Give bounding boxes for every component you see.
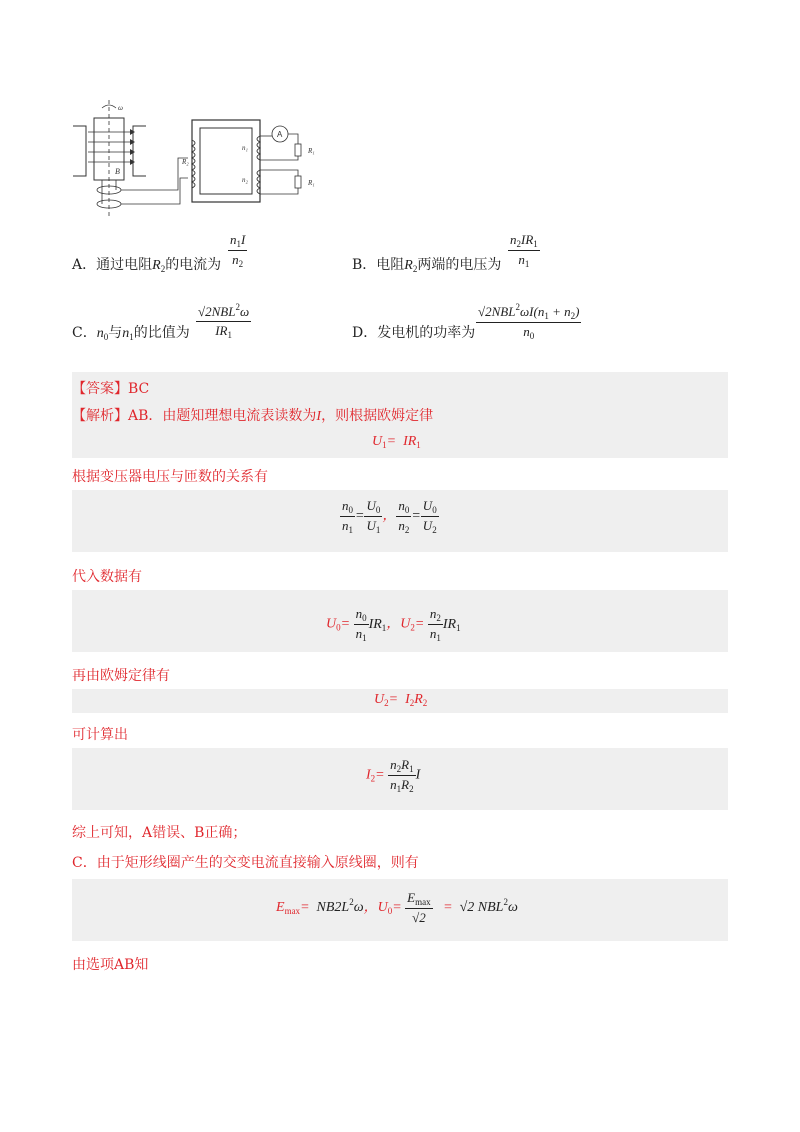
n2-label: n₂ (242, 176, 248, 184)
equation-u2: $U_2= I_2R_2$ (374, 692, 428, 708)
from-ab-text: 由选项AB知 (72, 957, 149, 973)
answer-line (72, 378, 149, 398)
equation-ratios: $\frac{n_0}{n_1}$ = $\frac{U_0}{U_1}$ ， $\frac{n_0}{n_2}$ = $\frac{U_0}{U_2}$ (342, 498, 437, 535)
conclusion-text: 综上可知，A错误、B正确； (72, 825, 247, 841)
option-d-text: D．发电机的功率为 (352, 325, 476, 341)
r2-symbol: $R_2$ (152, 258, 166, 274)
option-c-text: C． (72, 325, 97, 341)
option-c-text2: 与 (108, 325, 123, 341)
option-c: C．$n_0$与$n_1$的比值为 (72, 325, 190, 342)
option-a-fraction: $n_1I$ $n_2$ (230, 232, 246, 269)
option-b-text: B．电阻 (352, 257, 405, 273)
analysis-text2: ，则根据欧姆定律 (321, 408, 434, 424)
option-a-text: A．通过电阻 (72, 257, 153, 273)
r1-top-label: R₁ (308, 147, 315, 155)
equation-i2: $I_2=$ $\frac{n_2R_1}{n_1R_2}$ I (366, 757, 421, 794)
b-field-label: B (115, 167, 120, 176)
compute-text: 可计算出 (72, 727, 128, 743)
c-intro-text: C．由于矩形线圈产生的交变电流直接输入原线圈，则有 (72, 855, 419, 871)
analysis-line (72, 405, 433, 425)
option-a (72, 254, 221, 274)
substitute-text: 代入数据有 (72, 569, 142, 585)
equation-u1: $U_1= IR_1$ (372, 434, 421, 450)
circuit-diagram (68, 98, 338, 218)
option-b (352, 254, 501, 274)
omega-label: ω (118, 104, 123, 112)
ohm-again-text: 再由欧姆定律有 (72, 668, 170, 684)
equation-emax: $E_{max}= NB2L^2\omega$，$U_0=$ $E_{max}$ √2 = √2 NBL$^2$ω (276, 890, 518, 925)
option-c-text3: 的比值为 (133, 325, 190, 341)
option-b-text2: 两端的电压为 (417, 257, 502, 273)
analysis-var: I (316, 409, 322, 424)
option-c-fraction: √2NBL$^2$ω $IR_1$ (198, 302, 250, 340)
answer-value: BC (128, 381, 150, 397)
option-a-text2: 的电流为 (165, 257, 222, 273)
option-d-fraction: $√2NBL^2\omega I(n_1 + n_2)$ $n_0$ (478, 302, 580, 341)
r2-label: R₂ (182, 158, 189, 166)
r2-symbol-b: $R_2$ (404, 258, 418, 274)
option-b-fraction: $n_2IR_1$ $n_1$ (510, 232, 538, 269)
n1-label: n₁ (242, 144, 248, 152)
answer-label: 【答案】 (72, 381, 128, 397)
transformer-relation-text: 根据变压器电压与匝数的关系有 (72, 469, 268, 485)
option-d (352, 322, 475, 342)
analysis-text: AB．由题知理想电流表读数为 (128, 408, 317, 424)
ammeter-label: A (277, 130, 283, 139)
r1-bottom-label: R₁ (308, 179, 315, 187)
analysis-label: 【解析】 (72, 408, 128, 424)
equation-u0-u2: $U_0=$ $\frac{n_0}{n_1}$ $IR_1$，$U_2=$ $\frac{n_2}{n_1}$ $IR_1$ (326, 606, 461, 643)
